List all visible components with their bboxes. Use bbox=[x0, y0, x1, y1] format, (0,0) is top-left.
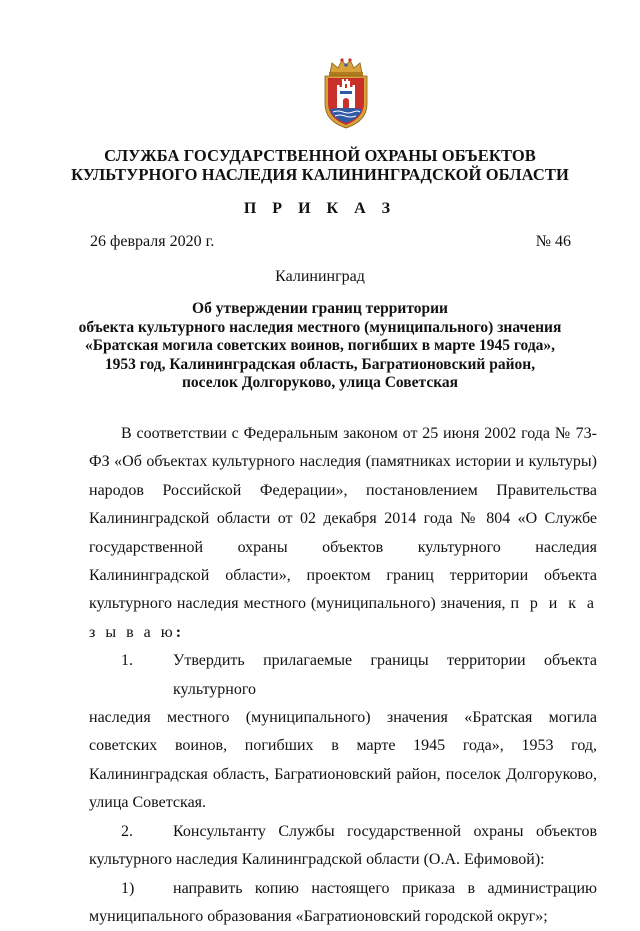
list-item bbox=[89, 818, 597, 875]
document-type: П Р И К А З bbox=[60, 200, 580, 218]
coat-of-arms-icon bbox=[318, 57, 374, 129]
order-colon: : bbox=[176, 624, 181, 641]
item-lead: Консультанту Службы государственной охраны объектов bbox=[173, 818, 597, 846]
list-item bbox=[89, 875, 597, 931]
agency-line-2: КУЛЬТУРНОГО НАСЛЕДИЯ КАЛИНИНГРАДСКОЙ ОБЛАСТИ bbox=[60, 165, 580, 184]
item-number: 1. bbox=[89, 647, 173, 704]
item-lead: направить копию настоящего приказа в администрацию bbox=[173, 875, 597, 903]
order-word: п р и к а з ы в а ю bbox=[89, 595, 597, 640]
agency-name bbox=[60, 146, 580, 184]
item-rest: наследия местного (муниципального) значения «Братская могила советских воинов, погибших в марте 1945 года», 1953 год, Калининградская область, Багратионовский район, поселок Долгоруково, улица Советская. bbox=[89, 704, 597, 818]
subject-line-4: 1953 год, Калининградская область, Багратионовский район, bbox=[60, 356, 580, 375]
list-item bbox=[89, 647, 597, 817]
document-body bbox=[89, 420, 597, 931]
document-number: № 46 bbox=[536, 233, 571, 251]
document-subject bbox=[60, 300, 580, 393]
item-number: 2. bbox=[89, 818, 173, 846]
preamble-text: В соответствии с Федеральным законом от 25 июня 2002 года № 73-ФЗ «Об объектах культурного наследия (памятниках истории и культуры) народов Российской Федерации», постановлением Правительства Калининградской области от 02 декабря 2014 года № 804 «О Службе государственной охраны объектов культурного наследия Калининградской области», проектом границ территории объекта культурного наследия местного (муниципального) значения, bbox=[89, 425, 597, 612]
preamble-paragraph bbox=[89, 420, 597, 647]
item-rest: культурного наследия Калининградской области (О.А. Ефимовой): bbox=[89, 846, 597, 874]
document-city: Калининград bbox=[60, 268, 580, 286]
subject-line-3: «Братская могила советских воинов, погибших в марте 1945 года», bbox=[60, 337, 580, 356]
item-lead: Утвердить прилагаемые границы территории объекта культурного bbox=[173, 647, 597, 704]
subject-line-5: поселок Долгоруково, улица Советская bbox=[60, 374, 580, 393]
item-number: 1) bbox=[89, 875, 173, 903]
document-date: 26 февраля 2020 г. bbox=[90, 233, 214, 251]
subject-line-2: объекта культурного наследия местного (муниципального) значения bbox=[60, 319, 580, 338]
agency-line-1: СЛУЖБА ГОСУДАРСТВЕННОЙ ОХРАНЫ ОБЪЕКТОВ bbox=[60, 146, 580, 165]
subject-line-1: Об утверждении границ территории bbox=[60, 300, 580, 319]
item-rest: муниципального образования «Багратионовский городской округ»; bbox=[89, 903, 597, 931]
